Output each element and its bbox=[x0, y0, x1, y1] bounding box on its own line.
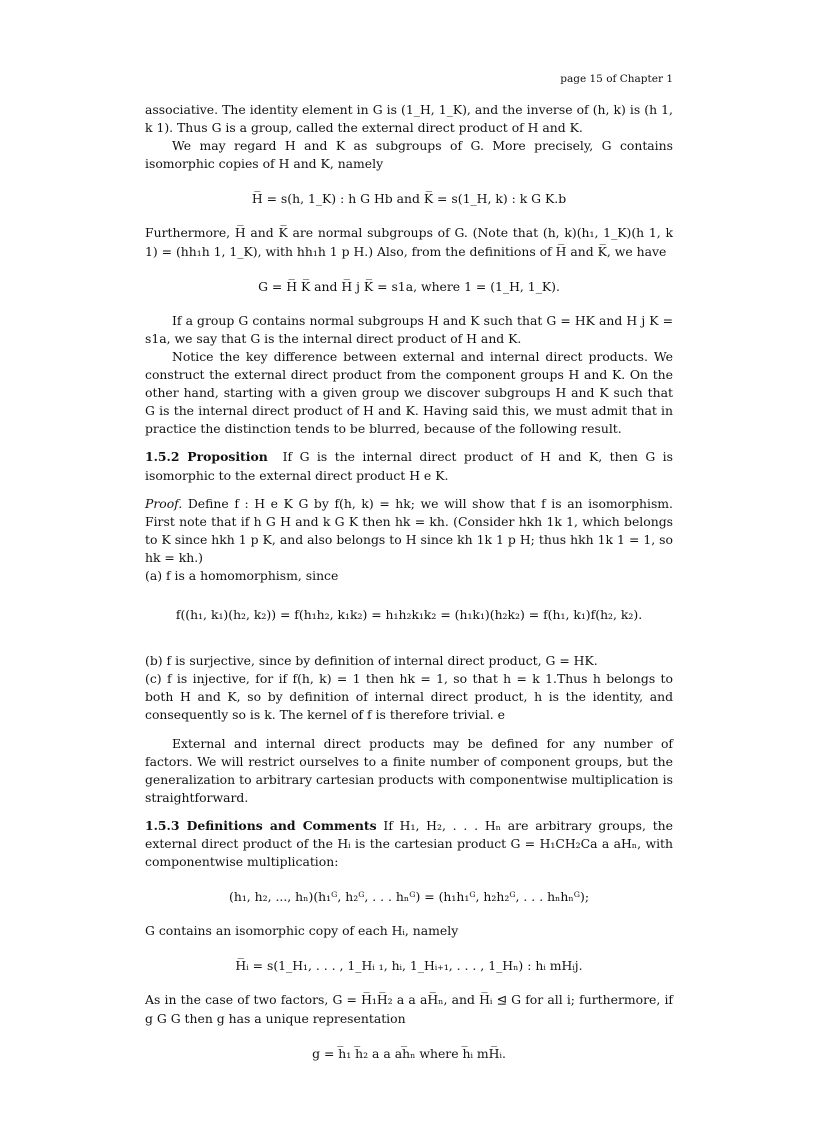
proposition-heading: 1.5.2 Proposition bbox=[145, 449, 268, 465]
proposition-text: If G is the internal direct product of H and K, then G is isomorphic to the external direct product H e K. bbox=[145, 449, 673, 483]
paragraph: associative. The identity element in G is (1_H, 1_K), and the inverse of (h, k) is (h 1, k 1). Thus G is a group, called the external direct product of H and K. bbox=[145, 102, 673, 136]
paragraph: Furthermore, H̅ and K̅ are normal subgroups of G. (Note that (h, k)(h₁, 1_K)(h 1, k 1) = (hh₁h 1, 1_K), with hh₁h 1 p H.) Also, from the definitions of H̅ and K̅, we have bbox=[145, 225, 673, 259]
proof bbox=[145, 495, 673, 567]
display-equation: (h₁, h₂, ..., hₙ)(h₁ᴳ, h₂ᴳ, . . . hₙᴳ) = (h₁h₁ᴳ, h₂h₂ᴳ, . . . hₙhₙᴳ); bbox=[229, 889, 589, 905]
paragraph: If a group G contains normal subgroups H and K such that G = HK and H j K = s1a, we say that G is the internal direct product of H and K. bbox=[145, 312, 673, 346]
proof-text: Define f : H e K G by f(h, k) = hk; we will show that f is an isomorphism. First note that if h G H and k G K then hk = kh. (Consider hkh 1k 1, which belongs to K since hkh 1 p K, and also belongs to H since kh 1k 1 p H; thus hkh 1k 1 = 1, so hk = kh.) bbox=[145, 495, 673, 565]
paragraph: (a) f is a homomorphism, since bbox=[145, 567, 339, 583]
document-body bbox=[145, 101, 673, 1079]
page-header: page 15 of Chapter 1 bbox=[560, 73, 673, 85]
display-equation: f((h₁, k₁)(h₂, k₂)) = f(h₁h₂, k₁k₂) = h₁h₂k₁k₂ = (h₁k₁)(h₂k₂) = f(h₁, k₁)f(h₂, k₂). bbox=[175, 607, 643, 623]
definition bbox=[145, 817, 673, 871]
display-equation: H̅ = s(h, 1_K) : h G Hb and K̅ = s(1_H, k) : k G K.b bbox=[251, 191, 567, 207]
display-equation: g = h̅₁ h̅₂ a a ah̅ₙ where h̅ᵢ mH̅ᵢ. bbox=[312, 1045, 506, 1061]
paragraph: Notice the key difference between external and internal direct products. We construct the external direct product from the component groups H and K. On the other hand, starting with a given group we discover subgroups H and K such that G is the internal direct product of H and K. Having said this, we must admit that in practice the distinction tends to be blurred, because of the following result. bbox=[145, 348, 673, 437]
definition-heading: 1.5.3 Definitions and Comments bbox=[145, 817, 377, 833]
display-equation: G = H̅ K̅ and H̅ j K̅ = s1a, where 1 = (1_H, 1_K). bbox=[258, 278, 560, 294]
paragraph: We may regard H and K as subgroups of G. More precisely, G contains isomorphic copies of H and K, namely bbox=[145, 138, 673, 172]
paragraph: External and internal direct products may be defined for any number of factors. We will restrict ourselves to a finite number of component groups, but the generalization to arbitrary cartesian products with componentwise multiplication is straightforward. bbox=[145, 735, 673, 805]
proposition bbox=[145, 448, 673, 484]
display-equation: H̅ᵢ = s(1_H₁, . . . , 1_Hᵢ ₁, hᵢ, 1_Hᵢ₊₁, . . . , 1_Hₙ) : hᵢ mHᵢj. bbox=[235, 958, 583, 974]
proof-label: Proof. bbox=[145, 495, 183, 511]
paragraph: (b) f is surjective, since by definition of internal direct product, G = HK. bbox=[145, 653, 598, 669]
paragraph: G contains an isomorphic copy of each Hᵢ, namely bbox=[145, 923, 459, 939]
paragraph: (c) f is injective, for if f(h, k) = 1 then hk = 1, so that h = k 1.Thus h belongs to both H and K, so by definition of internal direct product, h is the identity, and consequently so is k. The kernel of f is therefore trivial. e bbox=[145, 671, 673, 723]
paragraph: As in the case of two factors, G = H̅₁H̅₂ a a aH̅ₙ, and H̅ᵢ ⊴ G for all i; furthermore, if g G G then g has a unique representation bbox=[145, 992, 673, 1026]
definition-text: If H₁, H₂, . . . Hₙ are arbitrary groups, the external direct product of the Hᵢ is the cartesian product G = H₁CH₂Ca a aHₙ, with componentwise multiplication: bbox=[145, 817, 673, 870]
